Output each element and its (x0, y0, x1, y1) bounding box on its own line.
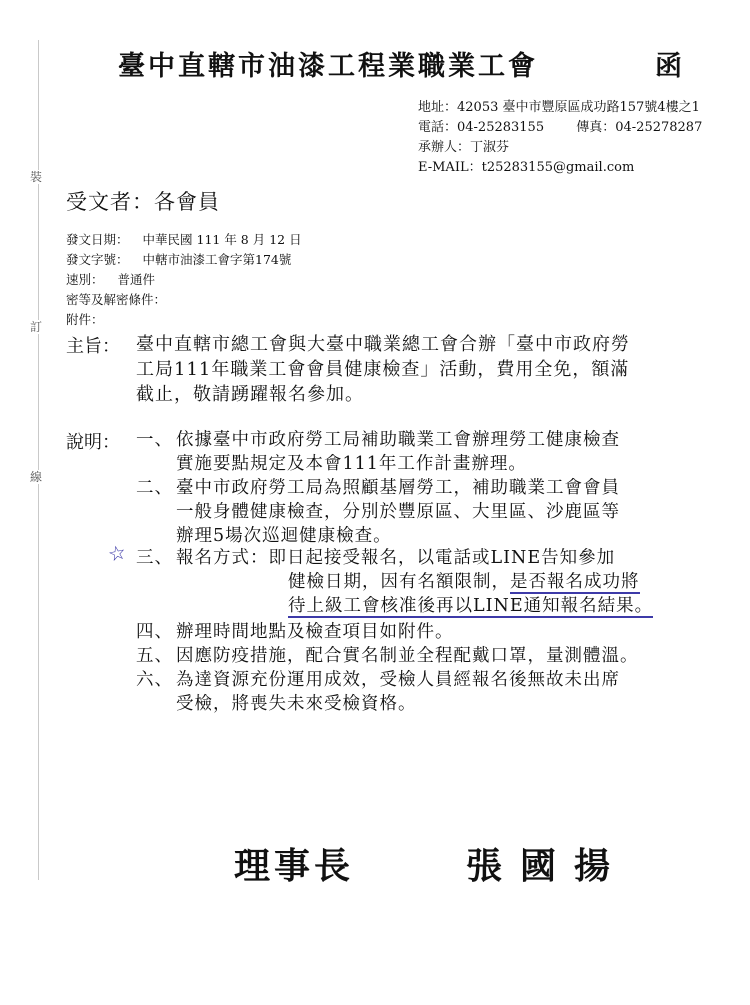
document-number-label: 發文字號： (66, 252, 129, 267)
signature-role: 理事長 (234, 845, 355, 887)
explanation-item-2 (136, 476, 620, 548)
item-text: 一般身體健康檢查，分別於豐原區、大里區、沙鹿區等 (176, 502, 620, 522)
item-text: 辦理時間地點及檢查項目如附件。 (176, 622, 454, 642)
email-line: E-MAIL：t25283155@gmail.com (418, 160, 635, 175)
explanation-item-3 (136, 546, 653, 618)
attachment-row: 附件： (66, 312, 104, 327)
item-number: 五、 (136, 646, 173, 666)
recipient: 受文者：各會員 (66, 190, 220, 214)
speed-label: 速別： (66, 272, 104, 287)
subject-line-2: 工局111年職業工會會員健康檢查」活動，費用全免，額滿 (136, 359, 630, 380)
explanation-label: 說明： (66, 432, 120, 453)
explanation-item-1 (136, 428, 620, 476)
item-text: 為達資源充份運用成效，受檢人員經報名後無故未出席 (176, 670, 620, 690)
explanation-item-6 (136, 668, 620, 716)
document-number-value: 中轄市油漆工會字第174號 (142, 252, 292, 267)
document-type: 函 (655, 51, 682, 82)
underlined-text: 待上級工會核准後再以LINE通知報名結果。 (288, 596, 654, 616)
phone-fax-line (418, 118, 702, 138)
item-text: 實施要點規定及本會111年工作計畫辦理。 (176, 454, 527, 474)
handler-line: 承辦人：丁淑芬 (418, 140, 510, 155)
issue-date-label: 發文日期： (66, 232, 129, 247)
binding-mark-xian: 線 (30, 470, 43, 484)
document-meta (66, 230, 302, 330)
binding-mark-ding: 訂 (30, 320, 43, 334)
subject-line-3: 截止，敬請踴躍報名參加。 (136, 384, 364, 405)
binding-line (38, 40, 39, 880)
underlined-text: 是否報名成功將 (510, 572, 640, 592)
item-number: 三、 (136, 548, 173, 568)
document-number-row (66, 250, 302, 270)
item-text: 報名方式：即日起接受報名，以電話或LINE告知參加 (176, 548, 616, 568)
speed-row (66, 270, 302, 290)
subject-label: 主旨： (66, 336, 120, 357)
issue-date-row (66, 230, 302, 250)
binding-mark-zhuang: 裝 (30, 170, 43, 184)
item-number: 四、 (136, 622, 173, 642)
item-text: 辦理5場次巡迴健康檢查。 (176, 526, 392, 546)
item-text: 因應防疫措施，配合實名制並全程配戴口罩，量測體溫。 (176, 646, 639, 666)
item-text: 健檢日期，因有名額限制， (288, 572, 510, 592)
issue-date-value: 中華民國 111 年 8 月 12 日 (142, 232, 302, 247)
fax: 傳真：04-25278287 (576, 120, 703, 135)
explanation-item-5 (136, 644, 639, 668)
signature-name: 張國揚 (466, 845, 629, 887)
item-number: 一、 (136, 430, 173, 450)
explanation-item-4 (136, 620, 454, 644)
item-text: 依據臺中市政府勞工局補助職業工會辦理勞工健康檢查 (176, 430, 620, 450)
hand-drawn-star-icon: ☆ (105, 539, 129, 567)
item-number: 二、 (136, 478, 173, 498)
subject-text (136, 332, 726, 407)
organization-title: 臺中直轄市油漆工程業職業工會 (118, 51, 538, 82)
item-number: 六、 (136, 670, 173, 690)
speed-value: 普通件 (117, 272, 156, 287)
subject-line-1: 臺中直轄市總工會與大臺中職業總工會合辦「臺中市政府勞 (136, 334, 630, 355)
address-line: 地址：42053 臺中市豐原區成功路157號4樓之1 (418, 100, 700, 115)
phone: 電話：04-25283155 (418, 120, 545, 135)
contact-block (418, 98, 702, 178)
security-row: 密等及解密條件： (66, 292, 167, 307)
item-text: 臺中市政府勞工局為照顧基層勞工，補助職業工會會員 (176, 478, 620, 498)
item-text: 受檢，將喪失未來受檢資格。 (176, 694, 417, 714)
